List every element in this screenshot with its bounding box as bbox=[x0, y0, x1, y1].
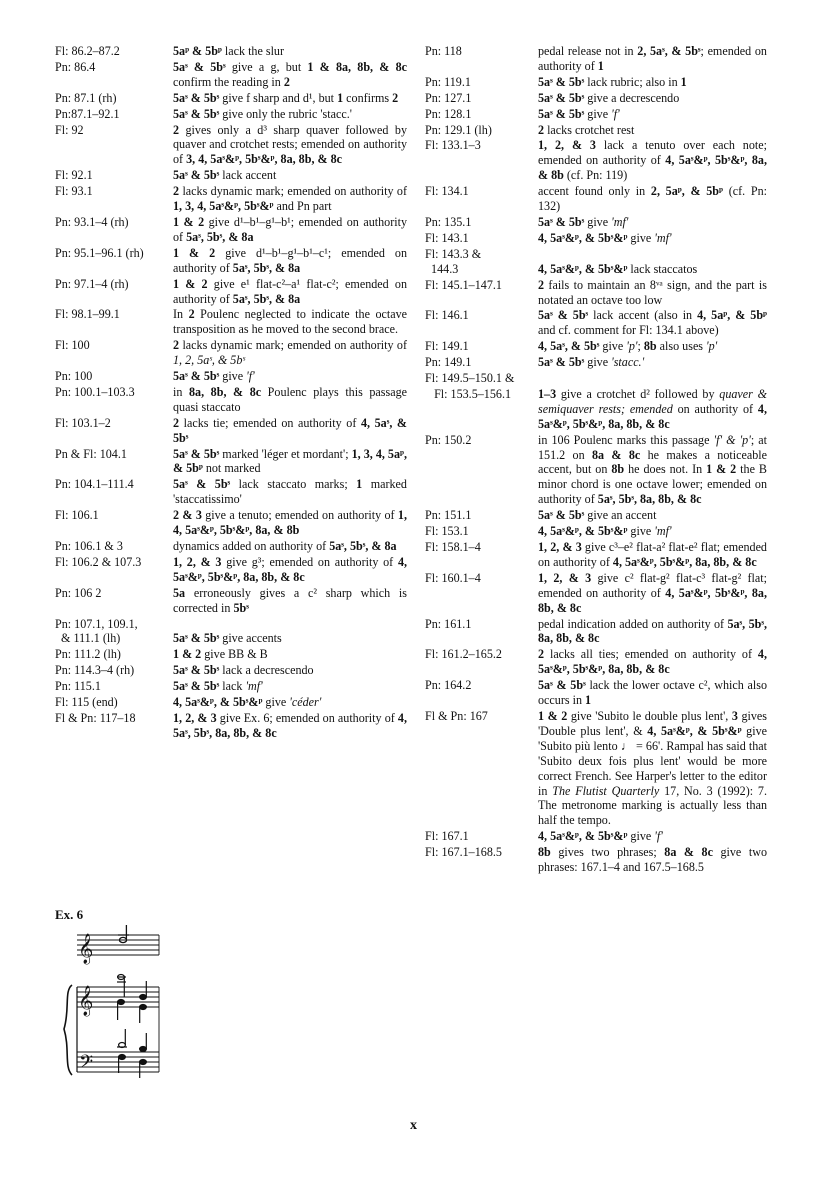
entry-note: in 106 Poulenc marks this passage 'f' & 'p'; at 151.2 on 8a & 8c he makes a noticeable accent, but on 8b he does not. In 1 & 2 the B minor chord is one octave lower; emended on authority of 5aˢ, 5bˢ, 8a, 8b, & 8c bbox=[538, 432, 771, 507]
apparatus-entry bbox=[425, 247, 767, 277]
entry-reference: Pn: 135.1 bbox=[425, 214, 472, 229]
apparatus-entry bbox=[55, 59, 411, 90]
entry-note: 1, 2, & 3 lack a tenuto over each note; emended on authority of 4, 5aˢ&ᵖ, 5bˢ&ᵖ, 8a, & 8b (cf. Pn: 119) bbox=[538, 138, 771, 183]
apparatus-entry bbox=[425, 91, 767, 106]
apparatus-entry bbox=[425, 508, 767, 523]
entry-reference: Fl: 106.1 bbox=[55, 508, 99, 523]
entry-note: 1 & 2 give d¹–b¹–g¹–b¹–c¹; emended on authority of 5aˢ, 5bˢ, & 8a bbox=[173, 245, 411, 275]
entry-reference: Fl: 158.1–4 bbox=[425, 540, 481, 554]
entry-note: 5aˢ & 5bˢ give 'f' bbox=[173, 369, 255, 384]
entry-reference: Pn: 107.1, 109.1, & 111.1 (lh) bbox=[55, 616, 138, 646]
entry-reference: Fl: 98.1–99.1 bbox=[55, 307, 120, 322]
entry-reference: Pn: 128.1 bbox=[425, 106, 472, 121]
apparatus-entry bbox=[55, 384, 411, 415]
apparatus-entry bbox=[55, 44, 407, 59]
left-column bbox=[55, 44, 411, 742]
apparatus-entry bbox=[55, 554, 411, 585]
entry-note: 5aˢ & 5bˢ lack the lower octave c², which also occurs in 1 bbox=[538, 678, 771, 708]
apparatus-entry bbox=[425, 355, 767, 370]
entry-note: 1 & 2 give BB & B bbox=[173, 647, 268, 662]
entry-note: In 2 Poulenc neglected to indicate the octave transposition as he moved to the second brace. bbox=[173, 307, 411, 337]
apparatus-entry bbox=[425, 308, 771, 338]
apparatus-entry bbox=[425, 215, 767, 230]
entry-reference: Fl & Pn: 117–18 bbox=[55, 710, 136, 725]
entry-reference: Pn: 127.1 bbox=[425, 90, 472, 105]
entry-reference: Pn: 106.1 & 3 bbox=[55, 539, 123, 553]
entry-reference: Pn: 100.1–103.3 bbox=[55, 384, 135, 399]
entry-note: 1, 2, & 3 give c² flat-g² flat-c³ flat-g² flat; emended on authority of 4, 5aˢ&ᵖ, 5bˢ&ᵖ, 8a, 8b, & 8c bbox=[538, 570, 771, 615]
piano-treble-notes bbox=[117, 975, 146, 1024]
entry-reference: Pn: 161.1 bbox=[425, 616, 472, 631]
apparatus-entry bbox=[425, 184, 771, 214]
entry-reference: Fl: 106.2 & 107.3 bbox=[55, 554, 142, 569]
entry-note bbox=[538, 371, 767, 386]
apparatus-entry bbox=[55, 647, 407, 662]
apparatus-entry bbox=[425, 107, 767, 122]
entry-note: 2 & 3 give a tenuto; emended on authority of 1, 4, 5aˢ&ᵖ, 5bˢ&ᵖ, 8a, & 8b bbox=[173, 508, 411, 538]
entry-note: 8b gives two phrases; 8a & 8c give two phrases: 167.1–4 and 167.5–168.5 bbox=[538, 845, 771, 875]
entry-reference: Pn: 87.1 (rh) bbox=[55, 90, 117, 105]
entry-reference: Fl: 149.5–150.1 & bbox=[425, 371, 515, 386]
entry-note: 5aᵖ & 5bᵖ lack the slur bbox=[173, 44, 285, 58]
apparatus-entry bbox=[425, 708, 771, 828]
entry-note: 5aˢ & 5bˢ give a decrescendo bbox=[538, 90, 680, 105]
apparatus-entry bbox=[55, 184, 411, 214]
entry-note: 5aˢ & 5bˢ lack 'mf' bbox=[173, 679, 263, 694]
entry-note: 5aˢ & 5bˢ give an accent bbox=[538, 508, 657, 523]
entry-note: 2 gives only a d³ sharp quaver followed by quaver and crotchet rests; emended on authority of 3, 4, 5aˢ&ᵖ, 5bˢ&ᵖ, 8a, 8b, & 8c bbox=[173, 122, 411, 167]
entry-reference: Fl: 134.1 bbox=[425, 184, 469, 199]
entry-reference: Pn: 164.2 bbox=[425, 678, 472, 693]
entry-reference: Pn & Fl: 104.1 bbox=[55, 446, 127, 461]
entry-note: 1, 2, & 3 give c³–e² flat-a² flat-e² flat; emended on authority of 4, 5aˢ&ᵖ, 5bˢ&ᵖ, 8a, 8b, & 8c bbox=[538, 540, 771, 569]
entry-note: 4, 5aˢ&ᵖ, & 5bˢ&ᵖ give 'céder' bbox=[173, 695, 322, 710]
entry-note: 5aˢ & 5bˢ marked 'léger et mordant'; 1, 3, 4, 5aᵖ, & 5bᵖ not marked bbox=[173, 446, 411, 476]
right-column bbox=[425, 44, 771, 876]
apparatus-entry bbox=[425, 339, 767, 354]
entry-reference: Fl: 149.1 bbox=[425, 339, 469, 354]
entry-reference: Fl: 167.1–168.5 bbox=[425, 845, 502, 860]
entry-reference: Pn: 93.1–4 (rh) bbox=[55, 214, 129, 229]
apparatus-entry bbox=[425, 371, 767, 386]
entry-reference: Fl: 146.1 bbox=[425, 308, 469, 323]
apparatus-entry bbox=[55, 539, 407, 554]
entry-reference: Fl: 167.1 bbox=[425, 829, 469, 844]
apparatus-entry bbox=[425, 231, 767, 246]
apparatus-entry bbox=[425, 678, 771, 708]
entry-note: 5aˢ & 5bˢ give 'f' bbox=[538, 106, 620, 121]
entry-reference: Fl: 143.3 & 144.3 bbox=[425, 246, 482, 276]
entry-note: 5aˢ & 5bˢ lack rubric; also in 1 bbox=[538, 74, 687, 89]
entry-note: pedal release not in 2, 5aˢ, & 5bˢ; emended on authority of 1 bbox=[538, 44, 771, 73]
entry-reference: Pn: 118 bbox=[425, 44, 462, 58]
entry-reference: Pn: 104.1–111.4 bbox=[55, 477, 134, 492]
entry-note: 5aˢ & 5bˢ give a g, but 1 & 8a, 8b, & 8c confirm the reading in 2 bbox=[173, 59, 411, 89]
entry-note: 5aˢ & 5bˢ lack a decrescendo bbox=[173, 663, 314, 678]
entry-reference: Fl & Pn: 167 bbox=[425, 708, 488, 723]
entry-note: 5aˢ & 5bˢ lack accent bbox=[173, 168, 277, 183]
entry-reference: Pn: 115.1 bbox=[55, 679, 101, 694]
entry-reference: Pn: 111.2 (lh) bbox=[55, 647, 121, 662]
entry-note: accent found only in 2, 5aᵖ, & 5bᵖ (cf. Pn: 132) bbox=[538, 184, 771, 214]
piano-bass-notes bbox=[117, 1029, 146, 1078]
entry-note: in 8a, 8b, & 8c Poulenc plays this passage quasi staccato bbox=[173, 384, 411, 414]
entry-reference: Fl: 161.2–165.2 bbox=[425, 647, 502, 662]
entry-note: 2 lacks tie; emended on authority of 4, 5aˢ, & 5bˢ bbox=[173, 415, 411, 445]
apparatus-entry bbox=[425, 44, 771, 74]
apparatus-entry bbox=[55, 107, 407, 122]
entry-reference: Fl: 160.1–4 bbox=[425, 570, 481, 585]
entry-reference: Fl: 92 bbox=[55, 122, 84, 137]
entry-note: 4, 5aˢ&ᵖ, & 5bˢ&ᵖ lack staccatos bbox=[538, 261, 698, 276]
entry-note: 4, 5aˢ&ᵖ, & 5bˢ&ᵖ give 'mf' bbox=[538, 230, 672, 245]
page-number: x bbox=[410, 1118, 417, 1133]
entry-note: 1 & 2 give e¹ flat-c²–a¹ flat-c²; emended on authority of 5aˢ, 5bˢ, & 8a bbox=[173, 276, 411, 306]
entry-note: 5aˢ & 5bˢ lack staccato marks; 1 marked 'staccatissimo' bbox=[173, 477, 411, 507]
apparatus-entry bbox=[55, 415, 411, 446]
entry-reference: Fl: 143.1 bbox=[425, 230, 469, 245]
treble-clef-icon: 𝄞 bbox=[78, 986, 94, 1016]
entry-note: 4, 5aˢ&ᵖ, & 5bˢ&ᵖ give 'mf' bbox=[538, 524, 672, 539]
entry-reference: Pn: 95.1–96.1 (rh) bbox=[55, 245, 144, 260]
entry-note: 5aˢ & 5bˢ give f sharp and d¹, but 1 confirms 2 bbox=[173, 90, 399, 105]
entry-note: 5aˢ & 5bˢ lack accent (also in 4, 5aᵖ, & 5bᵖ and cf. comment for Fl: 134.1 above) bbox=[538, 308, 771, 338]
entry-note: 1–3 give a crotchet d² followed by quaver & semiquaver rests; emended on authority of 4, 5aˢ&ᵖ, 5bˢ&ᵖ, 8a, 8b, & 8c bbox=[538, 386, 771, 431]
entry-reference: Pn: 106 2 bbox=[55, 585, 102, 600]
entry-reference: Pn: 149.1 bbox=[425, 355, 472, 370]
apparatus-entry bbox=[425, 432, 771, 508]
apparatus-entry bbox=[425, 524, 767, 539]
entry-reference: Fl: 133.1–3 bbox=[425, 138, 481, 153]
apparatus-entry bbox=[55, 585, 411, 616]
apparatus-entry bbox=[55, 338, 411, 368]
treble-clef-icon: 𝄞 bbox=[78, 934, 94, 964]
entry-note: 2 lacks dynamic mark; emended on authority of 1, 3, 4, 5aˢ&ᵖ, 5bˢ&ᵖ and Pn part bbox=[173, 184, 411, 214]
entry-reference: Fl: 145.1–147.1 bbox=[425, 277, 502, 292]
entry-reference: Pn: 97.1–4 (rh) bbox=[55, 276, 129, 291]
entry-note: 5aˢ & 5bˢ give accents bbox=[173, 631, 282, 646]
entry-note: 5a erroneously gives a c² sharp which is corrected in 5bˢ bbox=[173, 585, 411, 615]
entry-note: 1, 2, & 3 give g³; emended on authority of 4, 5aˢ&ᵖ, 5bˢ&ᵖ, 8a, 8b, & 8c bbox=[173, 554, 411, 584]
entry-reference: Fl: 100 bbox=[55, 338, 90, 353]
entry-note: 2 lacks all ties; emended on authority of 4, 5aˢ&ᵖ, 5bˢ&ᵖ, 8a, 8b, & 8c bbox=[538, 647, 771, 677]
entry-note: 4, 5aˢ, & 5bˢ give 'p'; 8b also uses 'p' bbox=[538, 339, 718, 354]
entry-reference: Fl: 93.1 bbox=[55, 184, 93, 199]
entry-note: 1, 2, & 3 give Ex. 6; emended on authority of 4, 5aˢ, 5bˢ, 8a, 8b, & 8c bbox=[173, 710, 411, 740]
apparatus-entry bbox=[425, 540, 771, 570]
entry-reference: Pn: 119.1 bbox=[425, 74, 471, 89]
apparatus-entry bbox=[55, 508, 411, 538]
entry-reference: Pn:87.1–92.1 bbox=[55, 106, 120, 121]
apparatus-entry bbox=[425, 616, 771, 647]
entry-note: 2 lacks crotchet rest bbox=[538, 122, 635, 137]
bass-clef-icon: 𝄢 bbox=[79, 1052, 94, 1077]
apparatus-entry bbox=[425, 386, 771, 432]
entry-reference: Fl: 103.1–2 bbox=[55, 415, 111, 430]
apparatus-entry bbox=[55, 122, 411, 168]
apparatus-entry bbox=[425, 829, 767, 844]
entry-note: 2 fails to maintain an 8ᵛᵃ sign, and the part is notated an octave too low bbox=[538, 277, 771, 307]
apparatus-entry bbox=[425, 647, 771, 677]
apparatus-entry bbox=[55, 369, 407, 384]
entry-note: 1 & 2 give d¹–b¹–g¹–b¹; emended on authority of 5aˢ, 5bˢ, & 8a bbox=[173, 214, 411, 244]
entry-reference: Pn: 114.3–4 (rh) bbox=[55, 663, 135, 678]
entry-reference: Pn: 150.2 bbox=[425, 432, 472, 447]
apparatus-entry bbox=[55, 276, 411, 307]
entry-note: 5aˢ & 5bˢ give 'stacc.' bbox=[538, 355, 645, 370]
entry-reference: Pn: 129.1 (lh) bbox=[425, 122, 492, 137]
apparatus-entry bbox=[55, 245, 411, 276]
entry-note: 1 & 2 give 'Subito le double plus lent', 3 gives 'Double plus lent', & 4, 5aˢ&ᵖ, & 5bˢ&ᵖ give 'Subito più lento ♩ = 66'. Rampal has said that 'Subito deux fois plus lent' would be more correct French. See Harper's letter to the editor in The Flutist Quarterly 17, No. 3 (1992): 7. The metronome marking is actually less than half the tempo. bbox=[538, 708, 771, 828]
apparatus-entry bbox=[55, 695, 407, 710]
apparatus-entry bbox=[55, 663, 407, 678]
entry-reference: Fl: 92.1 bbox=[55, 168, 93, 183]
entry-note: 5aˢ & 5bˢ give only the rubric 'stacc.' bbox=[173, 106, 352, 121]
apparatus-entry bbox=[55, 679, 407, 694]
entry-reference: Pn: 86.4 bbox=[55, 59, 96, 74]
apparatus-entry bbox=[55, 477, 411, 507]
apparatus-entry bbox=[55, 214, 411, 245]
entry-reference: Fl: 115 (end) bbox=[55, 695, 118, 710]
apparatus-entry bbox=[55, 91, 407, 106]
entry-reference: Fl: 86.2–87.2 bbox=[55, 44, 120, 58]
apparatus-entry bbox=[425, 75, 767, 90]
entry-note: pedal indication added on authority of 5aˢ, 5bˢ, 8a, 8b, & 8c bbox=[538, 616, 771, 646]
entry-reference: Pn: 100 bbox=[55, 369, 93, 384]
entry-note: 4, 5aˢ&ᵖ, & 5bˢ&ᵖ give 'f' bbox=[538, 829, 663, 844]
entry-reference: Fl: 153.1 bbox=[425, 524, 469, 539]
music-example-6 bbox=[55, 925, 160, 1093]
apparatus-entry bbox=[55, 710, 411, 741]
example-label: Ex. 6 bbox=[55, 907, 84, 922]
apparatus-entry bbox=[55, 617, 407, 647]
apparatus-entry bbox=[55, 446, 411, 477]
apparatus-entry bbox=[425, 123, 767, 138]
entry-note: dynamics added on authority of 5aˢ, 5bˢ, & 8a bbox=[173, 539, 397, 553]
entry-reference: Pn: 151.1 bbox=[425, 508, 472, 523]
apparatus-entry bbox=[55, 168, 407, 183]
apparatus-entry bbox=[425, 277, 771, 308]
apparatus-entry bbox=[425, 138, 771, 183]
entry-note: 2 lacks dynamic mark; emended on authority of 1, 2, 5aˢ, & 5bˢ bbox=[173, 338, 411, 368]
apparatus-entry bbox=[55, 307, 411, 337]
apparatus-entry bbox=[425, 570, 771, 616]
apparatus-entry bbox=[425, 845, 771, 875]
entry-reference: Fl: 153.5–156.1 bbox=[425, 386, 512, 401]
entry-note: 5aˢ & 5bˢ give 'mf' bbox=[538, 214, 629, 229]
